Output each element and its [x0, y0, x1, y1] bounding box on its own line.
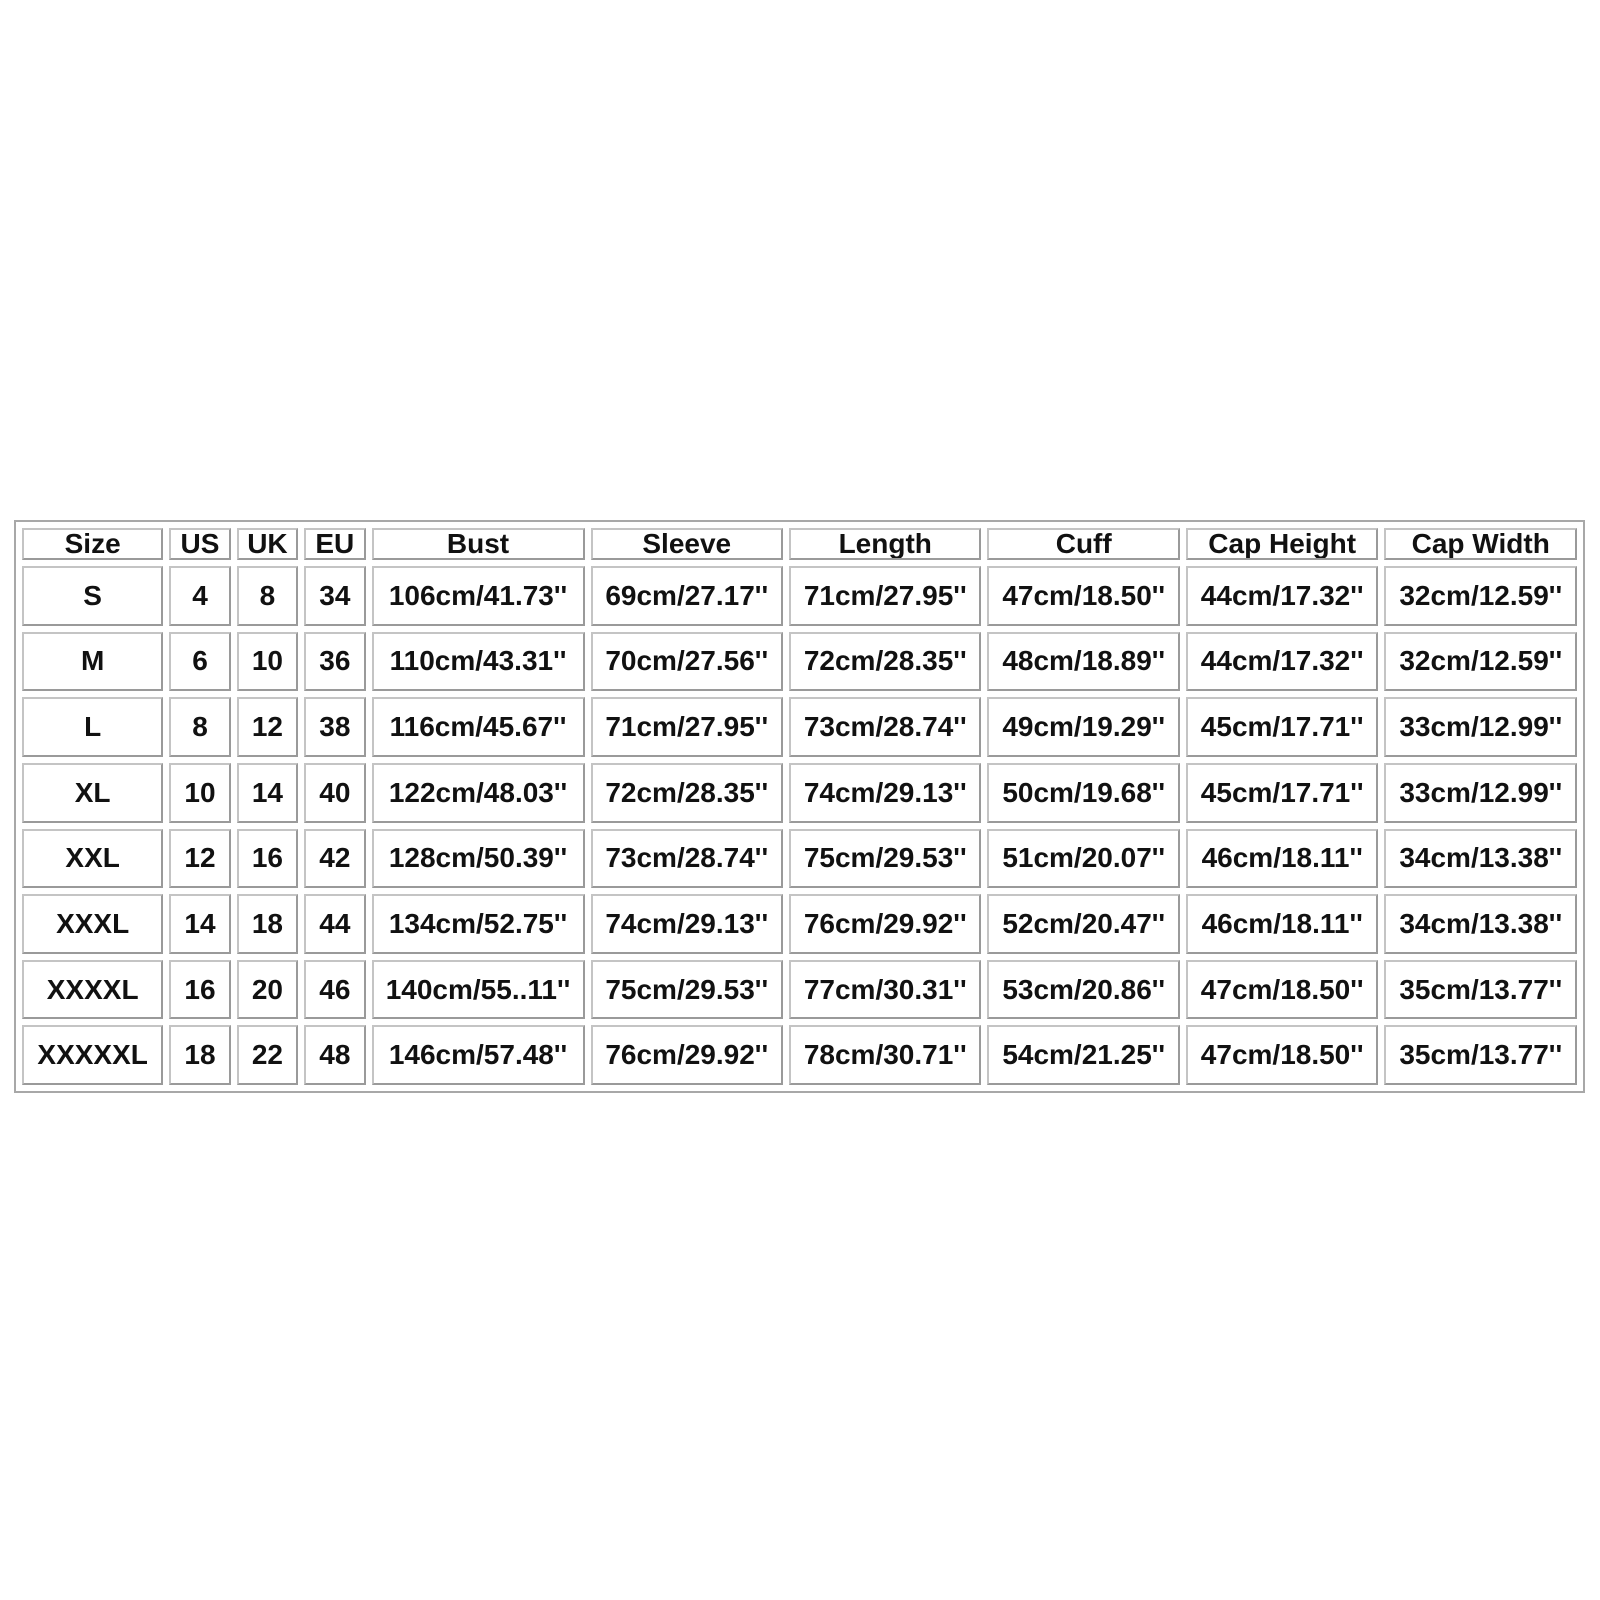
table-cell: 134cm/52.75'': [372, 894, 585, 954]
table-cell: XL: [22, 763, 163, 823]
table-cell: 8: [237, 566, 298, 626]
table-cell: 8: [169, 697, 230, 757]
header-cell-uk: UK: [237, 528, 298, 560]
table-cell: 32cm/12.59'': [1384, 566, 1577, 626]
table-cell: 69cm/27.17'': [591, 566, 783, 626]
header-cell-bust: Bust: [372, 528, 585, 560]
table-cell: 35cm/13.77'': [1384, 1025, 1577, 1085]
header-cell-eu: EU: [304, 528, 365, 560]
header-cell-us: US: [169, 528, 230, 560]
header-cell-sleeve: Sleeve: [591, 528, 783, 560]
table-cell: 16: [237, 829, 298, 889]
table-row: [22, 697, 1577, 757]
table-cell: 44cm/17.32'': [1186, 566, 1378, 626]
table-cell: M: [22, 632, 163, 692]
table-cell: 53cm/20.86'': [987, 960, 1179, 1020]
table-cell: 74cm/29.13'': [789, 763, 981, 823]
table-cell: 78cm/30.71'': [789, 1025, 981, 1085]
table-cell: 48: [304, 1025, 365, 1085]
table-cell: 36: [304, 632, 365, 692]
size-chart: [14, 520, 1585, 1093]
table-cell: 76cm/29.92'': [591, 1025, 783, 1085]
table-cell: 140cm/55..11'': [372, 960, 585, 1020]
table-row: [22, 829, 1577, 889]
table-cell: 33cm/12.99'': [1384, 697, 1577, 757]
table-cell: 12: [237, 697, 298, 757]
table-cell: 128cm/50.39'': [372, 829, 585, 889]
table-cell: 76cm/29.92'': [789, 894, 981, 954]
table-cell: 47cm/18.50'': [1186, 1025, 1378, 1085]
table-cell: 74cm/29.13'': [591, 894, 783, 954]
table-cell: 34cm/13.38'': [1384, 829, 1577, 889]
table-row: [22, 632, 1577, 692]
table-cell: 10: [169, 763, 230, 823]
table-cell: 42: [304, 829, 365, 889]
table-cell: 106cm/41.73'': [372, 566, 585, 626]
table-row: [22, 960, 1577, 1020]
table-cell: 47cm/18.50'': [1186, 960, 1378, 1020]
table-cell: 146cm/57.48'': [372, 1025, 585, 1085]
table-cell: 50cm/19.68'': [987, 763, 1179, 823]
size-chart-body: [22, 566, 1577, 1085]
table-cell: 75cm/29.53'': [789, 829, 981, 889]
table-cell: XXL: [22, 829, 163, 889]
table-cell: 33cm/12.99'': [1384, 763, 1577, 823]
table-cell: S: [22, 566, 163, 626]
table-cell: 46cm/18.11'': [1186, 829, 1378, 889]
table-cell: 77cm/30.31'': [789, 960, 981, 1020]
table-row: [22, 763, 1577, 823]
table-cell: 46: [304, 960, 365, 1020]
table-cell: 116cm/45.67'': [372, 697, 585, 757]
table-cell: 40: [304, 763, 365, 823]
table-cell: 45cm/17.71'': [1186, 763, 1378, 823]
table-cell: 70cm/27.56'': [591, 632, 783, 692]
table-cell: 35cm/13.77'': [1384, 960, 1577, 1020]
table-cell: 51cm/20.07'': [987, 829, 1179, 889]
table-cell: 71cm/27.95'': [591, 697, 783, 757]
table-cell: XXXL: [22, 894, 163, 954]
table-cell: 73cm/28.74'': [789, 697, 981, 757]
table-cell: 34cm/13.38'': [1384, 894, 1577, 954]
table-cell: 72cm/28.35'': [591, 763, 783, 823]
table-cell: 4: [169, 566, 230, 626]
table-cell: 38: [304, 697, 365, 757]
table-cell: XXXXL: [22, 960, 163, 1020]
table-cell: XXXXXL: [22, 1025, 163, 1085]
table-cell: 6: [169, 632, 230, 692]
header-cell-cuff: Cuff: [987, 528, 1179, 560]
table-cell: 18: [237, 894, 298, 954]
table-cell: 75cm/29.53'': [591, 960, 783, 1020]
table-cell: 34: [304, 566, 365, 626]
table-row: [22, 1025, 1577, 1085]
table-cell: 45cm/17.71'': [1186, 697, 1378, 757]
table-cell: 122cm/48.03'': [372, 763, 585, 823]
table-cell: 18: [169, 1025, 230, 1085]
header-cell-cap-width: Cap Width: [1384, 528, 1577, 560]
header-cell-cap-height: Cap Height: [1186, 528, 1378, 560]
table-cell: L: [22, 697, 163, 757]
header-cell-size: Size: [22, 528, 163, 560]
table-cell: 44cm/17.32'': [1186, 632, 1378, 692]
table-row: [22, 566, 1577, 626]
table-cell: 46cm/18.11'': [1186, 894, 1378, 954]
header-cell-length: Length: [789, 528, 981, 560]
table-cell: 110cm/43.31'': [372, 632, 585, 692]
table-cell: 14: [169, 894, 230, 954]
table-cell: 73cm/28.74'': [591, 829, 783, 889]
size-chart-table: [16, 522, 1583, 1091]
table-row: [22, 894, 1577, 954]
table-cell: 52cm/20.47'': [987, 894, 1179, 954]
table-cell: 44: [304, 894, 365, 954]
table-cell: 16: [169, 960, 230, 1020]
table-cell: 71cm/27.95'': [789, 566, 981, 626]
table-cell: 72cm/28.35'': [789, 632, 981, 692]
table-cell: 20: [237, 960, 298, 1020]
table-cell: 22: [237, 1025, 298, 1085]
table-cell: 54cm/21.25'': [987, 1025, 1179, 1085]
table-cell: 49cm/19.29'': [987, 697, 1179, 757]
table-cell: 14: [237, 763, 298, 823]
table-cell: 12: [169, 829, 230, 889]
header-row: [22, 528, 1577, 560]
table-cell: 48cm/18.89'': [987, 632, 1179, 692]
table-cell: 47cm/18.50'': [987, 566, 1179, 626]
table-cell: 32cm/12.59'': [1384, 632, 1577, 692]
table-cell: 10: [237, 632, 298, 692]
